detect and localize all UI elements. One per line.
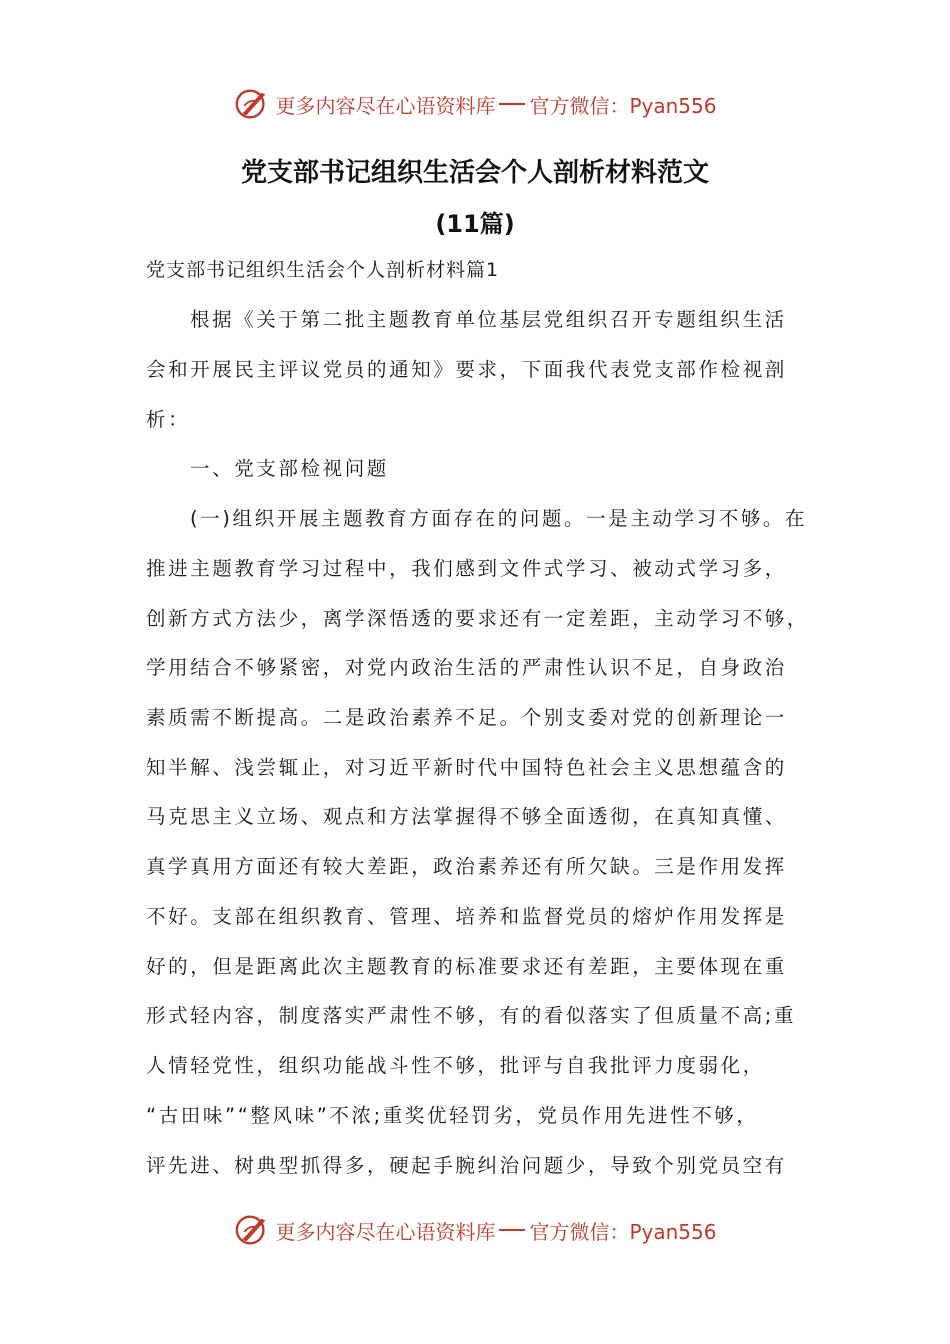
body-line: (一)组织开展主题教育方面存在的问题。一是主动学习不够。在 [190, 507, 808, 530]
body-line: 会和开展民主评议党员的通知》要求，下面我代表党支部作检视剖 [146, 358, 787, 381]
watermark-suffix: 官方微信：Pyan556 [529, 93, 717, 118]
body-line: “古田味”“整风味”不浓;重奖优轻罚劣，党员作用先进性不够， [146, 1104, 759, 1127]
body-line: 人情轻党性，组织功能战斗性不够，批评与自我批评力度弱化， [146, 1054, 765, 1077]
body-line: 析： [146, 408, 191, 431]
body-line: 知半解、浅尝辄止，对习近平新时代中国特色社会主义思想蕴含的 [146, 756, 787, 779]
pen-logo-icon [233, 1211, 271, 1249]
watermark-dash [499, 103, 525, 105]
body-line: 素质需不断提高。二是政治素养不足。个别支委对党的创新理论一 [146, 706, 787, 729]
watermark-banner-top [0, 84, 950, 124]
body-line: 根据《关于第二批主题教育单位基层党组织召开专题组织生活 [190, 308, 787, 331]
watermark-suffix: 官方微信：Pyan556 [529, 1219, 717, 1244]
watermark-text: 更多内容尽在心语资料库 [275, 1219, 496, 1244]
watermark-text: 更多内容尽在心语资料库 [275, 93, 496, 118]
body-line: 不好。支部在组织教育、管理、培养和监督党员的熔炉作用发挥是 [146, 905, 787, 928]
body-line: 评先进、树典型抓得多，硬起手腕纠治问题少，导致个别党员空有 [146, 1154, 787, 1177]
document-title: 党支部书记组织生活会个人剖析材料范文 [240, 158, 709, 188]
document-title-count: (11篇) [435, 210, 515, 238]
body-line: 形式轻内容，制度落实严肃性不够，有的看似落实了但质量不高;重 [146, 1004, 797, 1027]
body-line: 创新方式方法少，离学深悟透的要求还有一定差距，主动学习不够， [146, 607, 810, 630]
section-subheading: 党支部书记组织生活会个人剖析材料篇1 [146, 259, 500, 281]
body-line: 好的，但是距离此次主题教育的标准要求还有差距，主要体现在重 [146, 955, 787, 978]
body-line: 马克思主义立场、观点和方法掌握得不够全面透彻，在真知真懂、 [146, 805, 787, 828]
body-line: 推进主题教育学习过程中，我们感到文件式学习、被动式学习多， [146, 557, 787, 580]
pen-logo-icon [233, 85, 271, 123]
body-line: 学用结合不够紧密，对党内政治生活的严肃性认识不足，自身政治 [146, 656, 787, 679]
body-line: 真学真用方面还有较大差距，政治素养还有所欠缺。三是作用发挥 [146, 855, 787, 878]
watermark-dash [499, 1229, 525, 1231]
body-line: 一、党支部检视问题 [190, 457, 389, 480]
watermark-banner-bottom [0, 1210, 950, 1250]
